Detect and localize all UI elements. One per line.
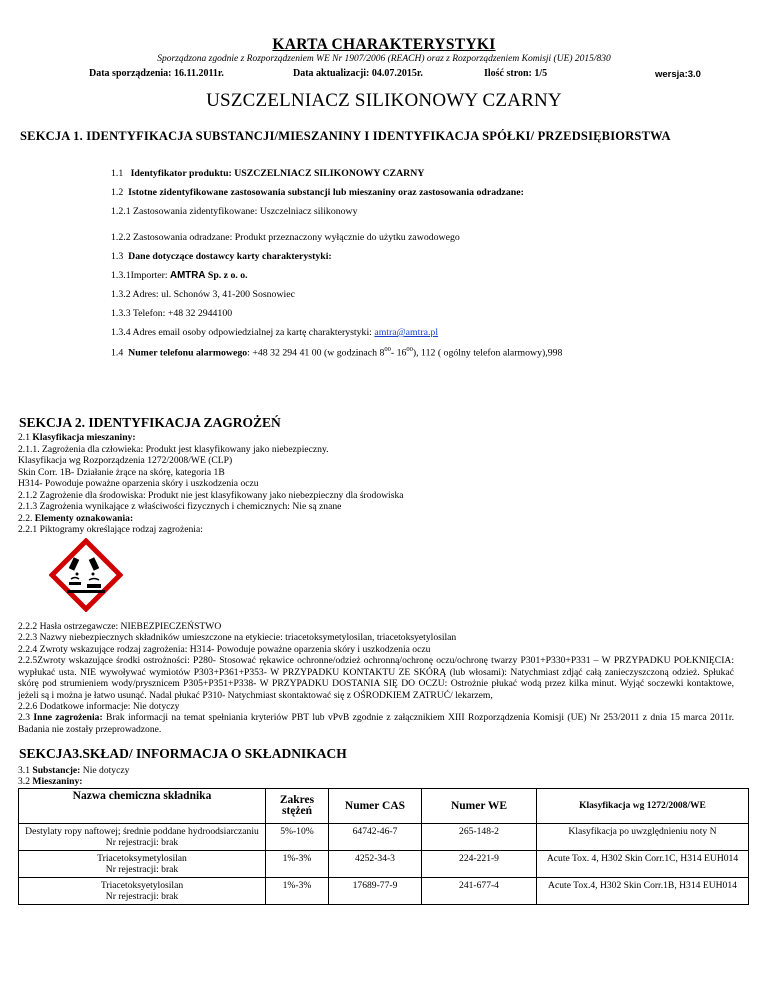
cell-cas: 4252-34-3 xyxy=(329,851,422,878)
date-created: Data sporządzenia: 16.11.2011r. xyxy=(89,68,224,79)
email-link[interactable]: amtra@amtra.pl xyxy=(374,327,439,338)
s1-line-address: 1.3.2 Adres: ul. Schonów 3, 41-200 Sosnowiec xyxy=(111,289,295,300)
product-name: USZCZELNIACZ SILIKONOWY CZARNY xyxy=(206,90,562,111)
s2-line-skin: Skin Corr. 1B- Działanie żrące na skórę, kategoria 1B xyxy=(18,467,225,478)
document-title: KARTA CHARAKTERYSTYKI xyxy=(272,36,496,53)
s2-line-2-1-3: 2.1.3 Zagrożenia wynikające z właściwości fizycznych i chemicznych: Nie są znane xyxy=(18,501,342,512)
cell-conc: 5%-10% xyxy=(266,824,329,851)
s3-line-3-1: 3.1 Substancje: Nie dotyczy xyxy=(18,765,130,776)
s2-line-2-2-2: 2.2.2 Hasła ostrzegawcze: NIEBEZPIECZEŃSTWO xyxy=(18,621,222,632)
version: wersja:3.0 xyxy=(655,69,701,80)
components-table xyxy=(18,788,749,905)
table-row xyxy=(19,824,749,851)
s2-line-2-1-1: 2.1.1. Zagrożenia dla człowieka: Produkt jest klasyfikowany jako niebezpieczny. xyxy=(18,444,329,455)
cell-conc: 1%-3% xyxy=(266,878,329,905)
s1-line-importer: 1.3.1Importer: AMTRA Sp. z o. o. xyxy=(111,270,248,281)
section1-heading: SEKCJA 1. IDENTYFIKACJA SUBSTANCJI/MIESZANINY I IDENTYFIKACJA SPÓŁKI/ PRZEDSIĘBIORSTWA xyxy=(20,129,671,143)
cell-conc: 1%-3% xyxy=(266,851,329,878)
col-we-header: Numer WE xyxy=(422,789,537,824)
cell-name: Triacetoksymetylosilan Nr rejestracji: brak xyxy=(19,851,266,878)
s1-line-phone: 1.3.3 Telefon: +48 32 2944100 xyxy=(111,308,233,319)
section2-heading: SEKCJA 2. IDENTYFIKACJA ZAGROŻEŃ xyxy=(19,415,281,430)
col-class-header: Klasyfikacja wg 1272/2008/WE xyxy=(537,789,749,824)
s2-line-2-1-2: 2.1.2 Zagrożenie dla środowiska: Produkt nie jest klasyfikowany jako niebezpieczny dla środowiska xyxy=(18,490,404,501)
s2-line-2-2-1: 2.2.1 Piktogramy określające rodzaj zagrożenia: xyxy=(18,524,203,535)
cell-cas: 64742-46-7 xyxy=(329,824,422,851)
cell-class: Acute Tox.4, H302 Skin Corr.1B, H314 EUH014 xyxy=(537,878,749,905)
s2-line-2-2-3: 2.2.3 Nazwy niebezpiecznych składników umieszczone na etykiecie: triacetoksymetylosilan, triacetoksyetylosilan xyxy=(18,632,457,643)
col-cas-header: Numer CAS xyxy=(329,789,422,824)
s1-line-1-2: 1.2 Istotne zidentyfikowane zastosowania substancji lub mieszaniny oraz zastosowania odradzane: xyxy=(111,187,524,198)
s2-line-2-2-6: 2.2.6 Dodatkowe informacje: Nie dotyczy xyxy=(18,701,180,712)
ghs05-corrosion-icon xyxy=(49,538,123,612)
section3-heading: SEKCJA3.SKŁAD/ INFORMACJA O SKŁADNIKACH xyxy=(19,746,347,761)
s2-paragraph-2-3: 2.3 Inne zagrożenia: Brak informacji na temat spełniania kryteriów PBT lub vPvB zgodnie z załącznikiem XIII Rozporządzenia Komisji (UE) Nr 253/2011 z dnia 15 marca 2011r. Badania nie zostały przeprowadzone. xyxy=(18,712,734,735)
cell-name: Destylaty ropy naftowej; średnie poddane hydroodsiarczaniu Nr rejestracji: brak xyxy=(19,824,266,851)
s1-line-1-2-2: 1.2.2 Zastosowania odradzane: Produkt przeznaczony wyłącznie do użytku zawodowego xyxy=(111,232,460,243)
s2-paragraph-2-2-5: 2.2.5Zwroty wskazujące środki ostrożności: P280- Stosować rękawice ochronne/odzież ochronną/ochronę oczu/ochronę twarzy P301+P330+P331 – W PRZYPADKU POŁKNIĘCIA: wypłukać usta. NIE wywoływać wymiotów P303+P361+P353- W PRZYPADKU KONTAKTU ZE SKÓRĄ (lub włosami): Natychmiast zdjąć całą zanieczyszczoną odzież. Spłukać skórę pod strumieniem wody/prysznicem P305+P351+P338- W PRZYPADKU DOSTANIA SIĘ DO OCZU: Ostrożnie płukać wodą przez kilka minut. Wyjąć soczewki kontaktowe, jeżeli są i można je łatwo usunąć. Nadal płukać P310- Natychmiast skontaktować się z OŚRODKIEM ZATRUĆ/ lekarzem, xyxy=(18,655,734,701)
s3-line-3-2: 3.2 Mieszaniny: xyxy=(18,776,83,787)
cell-we: 241-677-4 xyxy=(422,878,537,905)
s2-line-h314: H314- Powoduje poważne oparzenia skóry i uszkodzenia oczu xyxy=(18,478,259,489)
s2-line-2-1: 2.1 Klasyfikacja mieszaniny: xyxy=(18,432,136,443)
s2-line-2-2-4: 2.2.4 Zwroty wskazujące rodzaj zagrożenia: H314- Powoduje poważne oparzenia skóry i uszkodzenia oczu xyxy=(18,644,431,655)
cell-name: Triacetoksyetylosilan Nr rejestracji: brak xyxy=(19,878,266,905)
table-row xyxy=(19,851,749,878)
table-header-row xyxy=(19,789,749,824)
cell-we: 224-221-9 xyxy=(422,851,537,878)
page-count: Ilość stron: 1/5 xyxy=(484,68,548,79)
s1-line-email: 1.3.4 Adres email osoby odpowiedzialnej za kartę charakterystyki: amtra@amtra.pl xyxy=(111,327,439,338)
cell-class: Klasyfikacja po uwzględnieniu noty N xyxy=(537,824,749,851)
table-row xyxy=(19,878,749,905)
col-name-header: Nazwa chemiczna składnika xyxy=(19,789,266,824)
date-updated: Data aktualizacji: 04.07.2015r. xyxy=(293,68,423,79)
document-subtitle: Sporządzona zgodnie z Rozporządzeniem WE Nr 1907/2006 (REACH) oraz z Rozporządzeniem Komisji (UE) 2015/830 xyxy=(157,54,611,64)
col-conc-header: Zakres stężeń xyxy=(266,789,329,824)
s1-line-emergency: 1.4 Numer telefonu alarmowego: +48 32 294 41 00 (w godzinach $8^{00}-$ $16^{00}$), 112 ( ogólny telefon alarmowy),998 xyxy=(111,346,563,359)
cell-cas: 17689-77-9 xyxy=(329,878,422,905)
cell-we: 265-148-2 xyxy=(422,824,537,851)
s1-line-1-1: 1.1 Identyfikator produktu: USZCZELNIACZ SILIKONOWY CZARNY xyxy=(111,168,425,179)
cell-class: Acute Tox. 4, H302 Skin Corr.1C, H314 EUH014 xyxy=(537,851,749,878)
s2-line-2-2: 2.2. Elementy oznakowania: xyxy=(18,513,134,524)
s1-line-1-2-1: 1.2.1 Zastosowania zidentyfikowane: Uszczelniacz silikonowy xyxy=(111,206,358,217)
s2-line-clp: Klasyfikacja wg Rozporządzenia 1272/2008/WE (CLP) xyxy=(18,455,233,466)
s1-line-1-3: 1.3 Dane dotyczące dostawcy karty charakterystyki: xyxy=(111,251,332,262)
